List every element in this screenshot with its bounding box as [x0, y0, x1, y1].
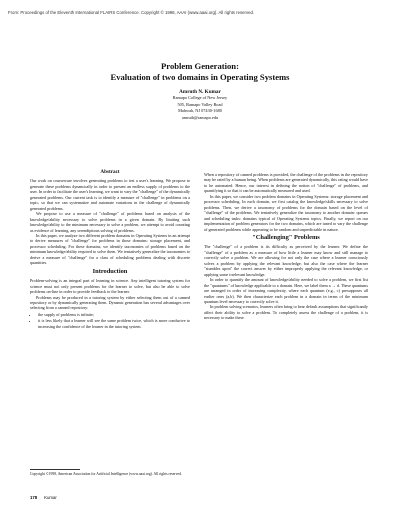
source-line: From: Proceedings of the Eleventh International FLAIRS Conference. Copyright © 1998, AAAI (www.aaai.org). All rights reserved.	[8, 10, 255, 15]
author-name: Amruth N. Kumar	[179, 89, 221, 95]
page-footer	[30, 495, 57, 500]
author-block	[0, 89, 400, 121]
challenge-heading: "Challenging" Problems	[252, 233, 320, 241]
paper-title-line1: Problem Generation:	[161, 61, 239, 71]
body-paragraph: Problem-solving is an integral part of learning in science. Any intelligent tutoring system for science must not only present problems for the learner to solve, but also be able to solve problems on-line in order to provide feedback to the learner.	[30, 278, 190, 295]
running-author: Kumar	[44, 495, 57, 500]
author-email: amruth@ramapo.edu	[181, 114, 219, 120]
list-item: • it is less likely that a learner will see the same problem twice, which is more conducive to increasing the confidence of the learner in the tutoring system.	[38, 318, 190, 329]
advantages-list	[30, 312, 190, 329]
left-column	[30, 170, 190, 331]
abstract-paragraph: In this paper, we analyze two different problem domains in Operating Systems in an attempt to derive measures of "challenge" for problems in those domains: storage placement, and processor scheduling. For these domains, we identify taxonomies of problems based on the minimum knowledge/ability required to solve them. We tentatively generalize the taxonomies to derive a measure of "challenge" for a class of scheduling problems dealing with discrete quantities.	[30, 232, 190, 266]
body-paragraph: When a repository of canned problems is provided, the challenge of the problems in the repository may be rated by a human being. When problems are generated dynamically, this rating would have to be automated. Hence, our interest in defining the notion of "challenge" of problems, and quantifying it so that it can be automatically measured and used.	[204, 172, 368, 194]
abstract-paragraph: We propose to use a measure of "challenge" of problems based on analysis of the knowledge/ability necessary to solve problems in a given domain. By limiting such knowledge/ability to the minimum necessary to solve a problem, we attempt to avoid counting as evidence of learning, any serendipitous solving of problems.	[30, 211, 190, 233]
introduction-heading: Introduction	[92, 267, 128, 275]
page-number: 178	[30, 495, 38, 500]
body-paragraph: In this paper, we consider two problem domains in Operating Systems: storage placement and processor scheduling. In each domain, we first catalog the knowledge/skills necessary to solve problems. Then, we derive a taxonomy of problems for the domain based on the level of "challenge" of the problems. We tentatively generalize the taxonomy to another domain: queues and scheduling tasks: domains typical of Operating Systems topics. Finally, we report on our implementation of problem generators for the two domains, which are tuned to vary the challenge of generated problems while appearing to be random and unpredictable in nature.	[204, 193, 368, 232]
abstract-heading: Abstract	[100, 169, 120, 175]
footnote-rule	[30, 469, 80, 470]
body-paragraph: In problem solving scenarios, learners often bring to bear default assumptions that significantly affect their ability to solve a problem. To completely assess the challenge of a problem, it is necessary to make these	[204, 304, 368, 321]
body-paragraph: Problems may be produced in a tutoring system by either selecting them out of a canned repository or by dynamically generating them. Dynamic generation has several advantages over selecting from a canned repository:	[30, 294, 190, 311]
paper-title-line2: Evaluation of two domains in Operating Systems	[110, 72, 290, 82]
abstract-paragraph: Our work on courseware involves generating problems to test a user's learning. We propose to generate these problems dynamically in order to present an endless supply of problems to the user. In order to facilitate the user's learning, we want to vary the "challenge" of the dynamically generated problems. Our current task is to identify a measure of "challenge" in problems on a topic, so that we can systematize and automate variations in the challenge of dynamically generated problems.	[30, 178, 190, 211]
author-affiliation: Ramapo College of New Jersey	[172, 95, 228, 101]
body-paragraph: The "challenge" of a problem is its difficulty as perceived by the learner. We define the "challenge" of a problem as a measure of how little a learner may know and still manage to correctly solve a problem. We are allowing for not only the case where a learner consciously solves a problem by applying the relevant knowledge, but also the case where the learner "stumbles upon" the correct answer by either improperly applying the relevant knowledge, or applying some irrelevant knowledge.	[204, 244, 368, 277]
author-address2: Mahwah, NJ 07430-1680	[178, 108, 222, 114]
right-column	[204, 172, 368, 321]
body-paragraph: In order to quantify the amount of knowledge/ability needed to solve a problem, we first list the "quantums" of knowledge applicable to a domain. Here, we label them a → d. These quantums are arranged in order of increasing complexity, where each quantum (e.g., c) presupposes all earlier ones (a,b). We then characterize each problem in a domain in terms of the minimum quantum level necessary to correctly solve it.	[204, 277, 368, 304]
list-item: • the supply of problems is infinite;	[38, 312, 190, 317]
author-address1: 505, Ramapo Valley Road	[177, 101, 223, 107]
copyright-footnote: Copyright ©1998, American Association for Artificial Intelligence (www.aaai.org). All rights reserved.	[30, 472, 182, 476]
